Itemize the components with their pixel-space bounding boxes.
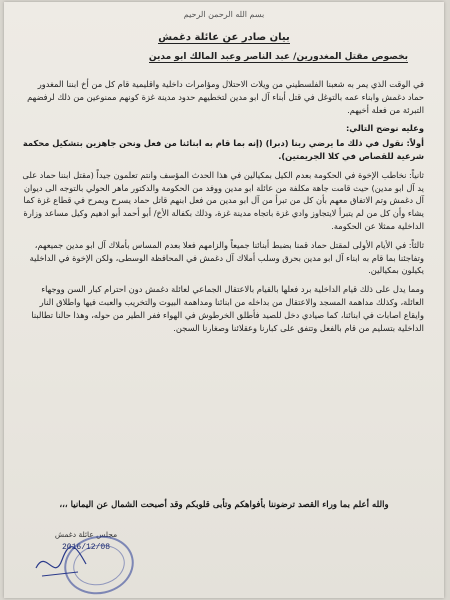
basmala: بسم الله الرحمن الرحيم — [183, 10, 265, 19]
closing-verse: والله أعلم بما وراء القصد ترضوننا بأفواهكم وتأبى قلوبكم وقد أصبحت الشمال عن اليمانيا ،،، — [59, 500, 389, 510]
statement-body — [22, 78, 424, 340]
clarification-heading: وعليه نوضح التالي: — [345, 123, 424, 134]
paragraph-first-point: أولاً: نقول في ذلك ما يرضي ربنا (دبرا) (إنه بما قام به ابنائنا من فعل ونحن جاهزين بتشكيل محكمة شرعية للقصاص في كلا الجريمتين). — [22, 138, 424, 161]
paragraph-evidence: ومما يدل على ذلك قيام الداخلية برد فعلها بالقيام بالاعتقال الجماعي لعائلة دغمش دون احترام كبار السن ووجهاء العائلة، وكذلك مداهمة المسجد والاعتقال من بداخله من ابنائنا ومداهمة البيوت والتخريب والعبث فيها واطلاق النار وايقاع اصابات في ابنائنا، كما صيادي دخل للصيد فأطلق الخرطوش في الهواء ففر الطير من حوله، وهذا حالنا تطالبنا الداخلية بتسليم من قام بالفعل وتتفق على كبارنا وعقلائنا وصغارنا السجن. — [31, 284, 424, 333]
paragraph-third-point: ثالثاً: في الأيام الأولى لمقتل حماد قمنا بضبط أبنائنا جميعاً والزامهم فعلا بعدم المساس بأملاك آل ابو مدين جميعهم، وتفاجئنا بما قام به ابناء آل ابو مدين بحرق وسلب أملاك آل دغمش في المحافظة الوسطى، ولكن الإخوة في الداخلية يكيلون بمكيالين. — [29, 239, 424, 276]
document-title — [4, 32, 444, 43]
paragraph-intro-context: في الوقت الذي يمر به شعبنا الفلسطيني من ويلات الاحتلال ومؤامرات داخلية واقليمية قام كل من أخ ابننا المغدور حماد دغمش وابناء عمه بالتوغل في قتل أبناء آل ابو مدين لتخطيهم حدود مدينة غزة كونهم ممنوعين من ذلك لرفضهم التبرئة من فعلة أخيهم. — [27, 79, 424, 115]
family-council-label: مجلس عائلة دغمش — [54, 530, 118, 539]
handwritten-signature-icon — [32, 538, 92, 588]
paragraph-second-point: ثانياً: نخاطب الإخوة في الحكومة بعدم الكيل بمكيالين في هذا الحدث المؤسف وانتم تعلمون جيداً (مقتل ابننا حماد على يد آل ابو مدين) حيث قامت جاهة مكلفة من عائلة ابو مدين ووفد من الحكومة والدكتور ماهر الحولي بالتوجه الى ديوان آل دغمش وتم الاتفاق معهم بأن كل من تبرأ من آل ابو مدين من فعل ابنهم قاتل حماد يسرح ويمرح في قطاع غزة كما يشاء وأن كل من لم يتبرأ لايتجاوز وادي غزة باتجاه مدينة غزة، وذلك بكفالة الأخ/ أبو أحمد أبو ادهيم وكيل مساعد وزارة الداخلية ممثلا عن الحكومة. — [22, 169, 424, 231]
document-subject — [64, 52, 408, 62]
subject-text: بخصوص مقتل المغدورين/ عبد الناصر وعبد المالك ابو مدين — [148, 52, 408, 62]
statement-date: 2016/12/08 — [61, 543, 110, 552]
document-page — [4, 2, 444, 598]
title-text: بيان صادر عن عائلة دغمش — [158, 32, 290, 43]
